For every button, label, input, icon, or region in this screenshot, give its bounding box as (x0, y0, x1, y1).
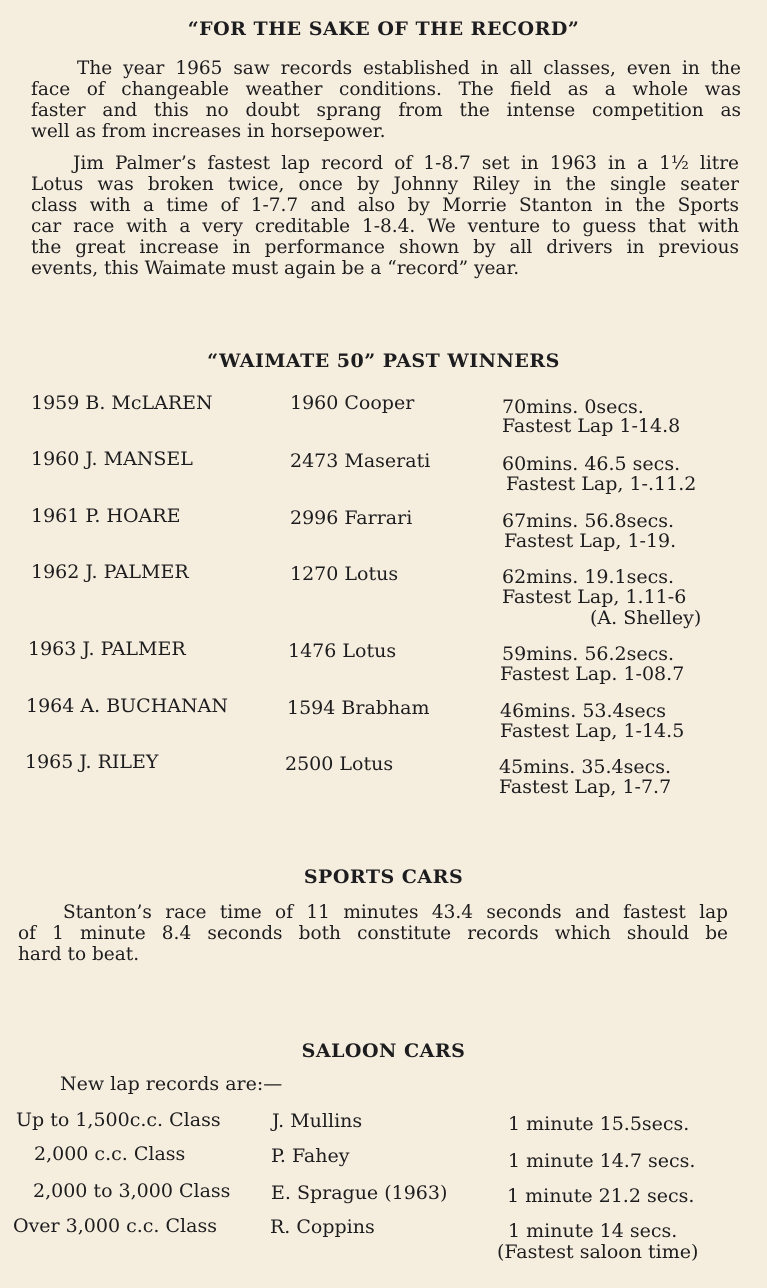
winner-lap: Fastest Lap, 1-.11.2 (506, 473, 697, 495)
winner-time: 67mins. 56.8secs. (502, 510, 675, 532)
text-line: events, this Waimate must again be a “record” year. (31, 258, 520, 279)
winner-lap: Fastest Lap. 1-08.7 (500, 663, 685, 685)
text-line: The year 1965 saw records established in all classes, even in the (77, 58, 741, 79)
winner-driver: 1962 J. PALMER (31, 561, 189, 583)
winner-time: 70mins. 0secs. (502, 396, 644, 418)
winner-lap: Fastest Lap, 1.11-6 (502, 586, 687, 608)
winner-time: 45mins. 35.4secs. (499, 756, 672, 778)
record-heading: “FOR THE SAKE OF THE RECORD” (187, 18, 580, 40)
saloon-class: 2,000 c.c. Class (34, 1143, 186, 1165)
winner-car: 1960 Cooper (290, 392, 415, 414)
record-paragraph-2 (31, 153, 739, 279)
saloon-heading: SALOON CARS (301, 1040, 466, 1062)
text-line: class with a time of 1-7.7 and also by Morrie Stanton in the Sports (31, 195, 739, 216)
winner-car: 1270 Lotus (290, 563, 399, 585)
saloon-time: 1 minute 14.7 secs. (508, 1150, 696, 1172)
winner-time: 62mins. 19.1secs. (502, 566, 675, 588)
winner-driver: 1961 P. HOARE (31, 505, 181, 527)
text-line: face of changeable weather conditions. The field as a whole was (31, 79, 741, 100)
winner-driver: 1965 J. RILEY (25, 751, 159, 773)
winner-lap: Fastest Lap, 1-19. (504, 530, 677, 552)
winner-car: 2500 Lotus (285, 753, 394, 775)
saloon-driver: E. Sprague (1963) (271, 1182, 448, 1204)
winner-time: 59mins. 56.2secs. (502, 643, 675, 665)
text-line: car race with a very creditable 1-8.4. We venture to guess that with (31, 216, 739, 237)
winner-driver: 1960 J. MANSEL (31, 448, 193, 470)
text-line: the great increase in performance shown by all drivers in previous (31, 237, 739, 258)
saloon-driver: J. Mullins (272, 1110, 363, 1132)
text-line: Stanton’s race time of 11 minutes 43.4 seconds and fastest lap (63, 902, 728, 923)
winner-lap: Fastest Lap 1-14.8 (502, 415, 681, 437)
saloon-class: Up to 1,500c.c. Class (16, 1109, 221, 1131)
saloon-time: 1 minute 15.5secs. (508, 1113, 690, 1135)
winner-note: (A. Shelley) (590, 607, 702, 629)
winner-car: 1476 Lotus (288, 640, 397, 662)
winner-time: 46mins. 53.4secs (500, 700, 667, 722)
text-line: faster and this no doubt sprang from the intense competition as (31, 100, 741, 121)
winner-driver: 1963 J. PALMER (28, 638, 186, 660)
winner-driver: 1959 B. McLAREN (31, 392, 213, 414)
winner-time: 60mins. 46.5 secs. (502, 453, 681, 475)
saloon-time: 1 minute 21.2 secs. (507, 1185, 695, 1207)
winner-driver: 1964 A. BUCHANAN (26, 695, 228, 717)
saloon-intro: New lap records are:— (60, 1073, 283, 1095)
saloon-driver: R. Coppins (270, 1216, 375, 1238)
winners-heading: “WAIMATE 50” PAST WINNERS (207, 350, 560, 372)
winner-lap: Fastest Lap, 1-14.5 (500, 720, 685, 742)
text-line: of 1 minute 8.4 seconds both constitute records which should be (18, 923, 728, 944)
winner-lap: Fastest Lap, 1-7.7 (499, 776, 672, 798)
record-paragraph-1 (31, 58, 741, 142)
winner-car: 1594 Brabham (287, 697, 430, 719)
sports-heading: SPORTS CARS (303, 866, 464, 888)
winner-car: 2473 Maserati (290, 450, 431, 472)
text-line: well as from increases in horsepower. (31, 121, 386, 142)
saloon-note: (Fastest saloon time) (497, 1241, 699, 1263)
saloon-time: 1 minute 14 secs. (508, 1220, 678, 1242)
saloon-class: Over 3,000 c.c. Class (13, 1215, 217, 1237)
saloon-class: 2,000 to 3,000 Class (33, 1180, 231, 1202)
winner-car: 2996 Farrari (290, 507, 413, 529)
text-line: Jim Palmer’s fastest lap record of 1-8.7 set in 1963 in a 1½ litre (73, 153, 739, 174)
saloon-driver: P. Fahey (271, 1145, 350, 1167)
text-line: hard to beat. (18, 944, 140, 965)
sports-paragraph (18, 902, 728, 965)
text-line: Lotus was broken twice, once by Johnny Riley in the single seater (31, 174, 739, 195)
